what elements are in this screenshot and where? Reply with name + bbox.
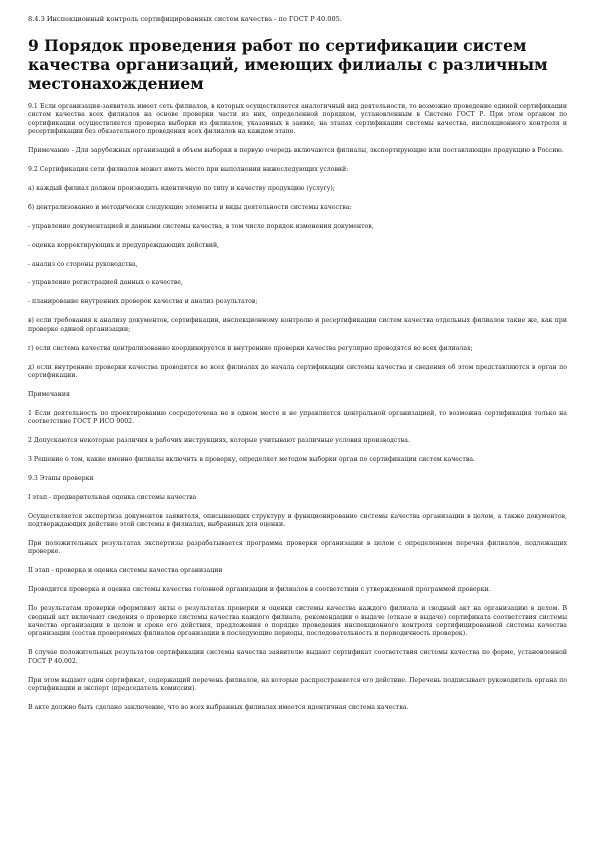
list-item: - планирование внутренних проверок качества и анализ результатов; — [28, 298, 258, 306]
stage-2-results: По результатам проверки оформляют акты о результатах проверки и оценки системы качества каждого филиала и сводный акт на организацию в целом. В сводный акт включают сведения о проверке системы качества каждого филиала, рекомендации о выдаче (отказе в выдаче) сертификата соответствия системы качества организации в целом и сроке его действия, предложения о порядке проведения инспекционного контроля сертифицированной системы качества организации (состав проверяемых филиалов организации в последующие периоды, последовательность и периодичность проверок). — [28, 605, 567, 638]
paragraph-9-1: 9.1 Если организация-заявитель имеет сеть филиалов, в которых осуществляется аналогичный вид деятельности, то возможно проведение единой сертификации систем качества всех филиалов на основе проверки части из них, определенной порядком, установленным в Системе ГОСТ Р. При этом органом по сертификации осуществляется проверка выборки из филиалов, указанных в заявке, на этапах сертификации системы качества, инспекционного контроля и ресертификации без обязательного проведения всех филиалов на каждом этапе. — [28, 103, 567, 136]
act-conclusion: В акте должно быть сделано заключение, что во всех выбранных филиалах имеется идентичная система качества. — [28, 703, 409, 711]
condition-a: а) каждый филиал должен производить идентичную по типу и качеству продукцию (услугу); — [28, 184, 335, 192]
condition-d: г) если система качества централизованно координируется и внутренние проверки качества регулярно проводятся во всех филиалах; — [28, 344, 473, 352]
paragraph-9-3: 9.3 Этапы проверки — [28, 474, 94, 482]
certificate-issue: В случае положительных результатов сертификации системы качества заявителю выдают сертификат соответствия системы качества по форме, установленной ГОСТ Р 40.002. — [28, 649, 567, 665]
note-foreign: Примечание - Для зарубежных организаций в объем выборки в первую очередь включаются филиалы, экспортирующие или поставляющие продукцию в Россию. — [28, 147, 564, 155]
paragraph-9-2: 9.2 Сертификация сети филиалов может иметь место при выполнении нижеследующих условий: — [28, 166, 349, 174]
stage-1-result: При положительных результатах экспертизы разрабатывается программа проверки организации в целом с определением перечня филиалов, подлежащих проверке. — [28, 539, 567, 556]
note-3: 3 Решение о том, какие именно филиалы включить в проверку, определяет методом выборки орган по сертификации систем качества. — [28, 455, 475, 463]
note-2: 2 Допускаются некоторые различия в рабочих инструкциях, которые учитывают различные условия производства. — [28, 437, 410, 445]
list-item: - анализ со стороны руководства, — [28, 260, 138, 268]
condition-c: в) если требования к анализу документов, сертификации, инспекционному контролю и ресертификации систем качества отдельных филиалов такие же, как при проверке единой организации; — [28, 317, 567, 333]
certificate-single: При этом выдают один сертификат, содержащий перечень филиалов, на которые распространяется его действие. Перечень подписывает руководитель органа по сертификации и эксперт (председатель комиссии). — [28, 676, 567, 692]
notes-heading: Примечания — [28, 390, 70, 398]
list-item: - управление регистрацией данных о качестве, — [28, 279, 183, 287]
stage-2-title: II этап - проверка и оценка системы качества организации — [28, 567, 223, 575]
list-item: - управление документацией и данными системы качества, в том числе порядок изменения документов, — [28, 222, 374, 230]
list-item: - оценка корректирующих и предупреждающих действий, — [28, 241, 220, 249]
condition-e: д) если внутренние проверки качества проводятся во всех филиалах до начала сертификации системы качества и сведения об этом представляются в орган по сертификации. — [28, 363, 567, 379]
stage-1-text: Осуществляется экспертиза документов заявителя, описывающих структуру и функционирование системы качества организации в целом, а также документов, подтверждающих действие этой системы в филиалах, выбранных для оценки. — [28, 512, 567, 529]
stage-1-title: I этап - предварительная оценка системы качества — [28, 493, 197, 501]
document-body — [28, 103, 567, 712]
note-1: 1 Если деятельность по проектированию сосредоточена не в одном месте и не управляется центральной организацией, то возможна сертификация только на соответствие ГОСТ Р ИСО 9002. — [28, 409, 567, 426]
section-heading: 9 Порядок проведения работ по сертификации систем качества организаций, имеющих филиалы с различным местонахождением — [28, 36, 548, 93]
stage-2-text: Проводится проверка и оценка системы качества головной организации и филиалов в соответствии с утвержденной программой проверки. — [28, 586, 491, 594]
top-line: 8.4.3 Инспекционный контроль сертифицированных систем качества - по ГОСТ Р 40.005. — [28, 15, 342, 23]
condition-b: б) централизованно и методически следующие элементы и виды деятельности системы качества: — [28, 203, 352, 211]
